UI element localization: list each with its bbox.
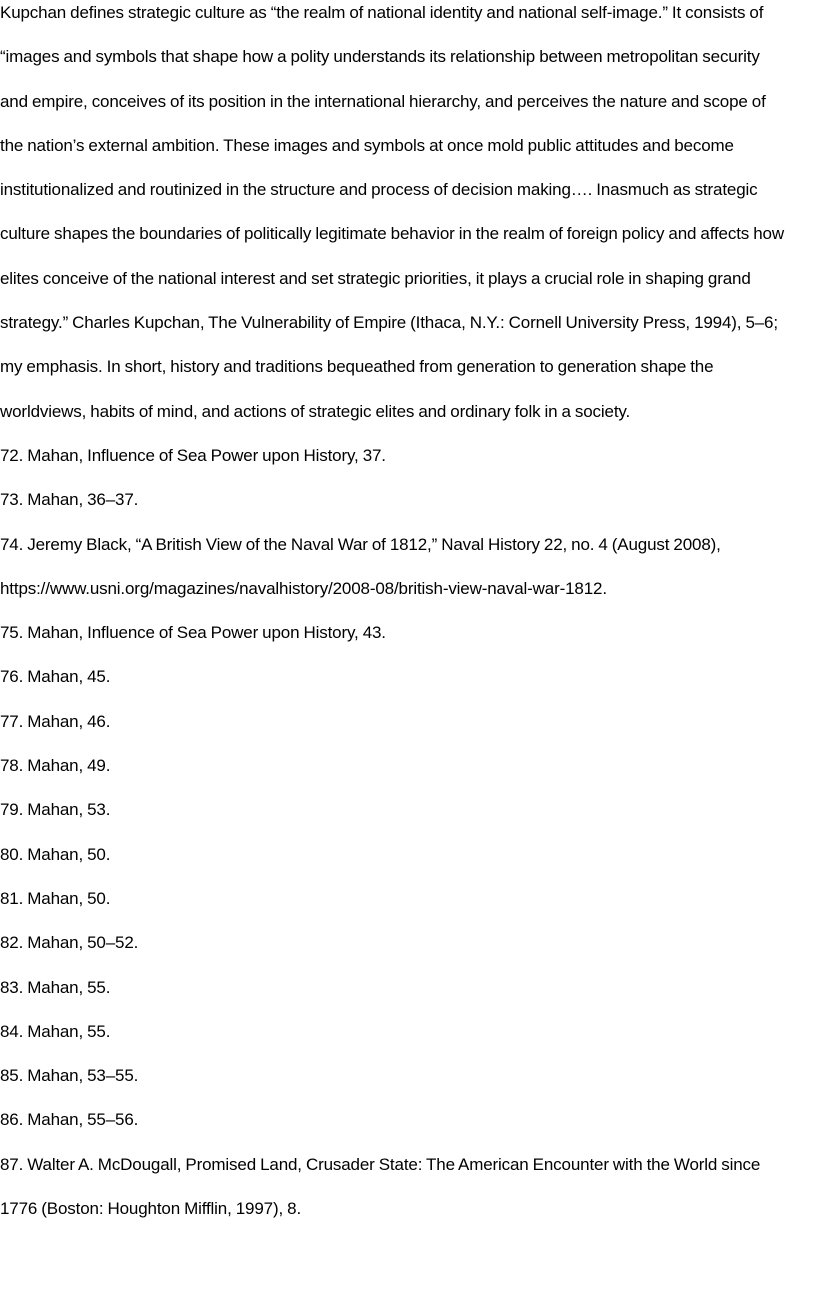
note-81: 81. Mahan, 50. [0, 888, 111, 908]
note-73: 73. Mahan, 36–37. [0, 490, 139, 510]
note-80: 80. Mahan, 50. [0, 844, 111, 864]
note-87: 87. Walter A. McDougall, Promised Land, Crusader State: The American Encounter with the World since 1776 (Boston: Houghton Mifflin, 1997), 8. [0, 1154, 761, 1219]
note-74: 74. Jeremy Black, “A British View of the Naval War of 1812,” Naval History 22, no. 4 (August 2008), https://www.usni.org/magazines/navalhistory/2008-08/british-view-naval-war-1812. [0, 534, 721, 598]
note-83: 83. Mahan, 55. [0, 977, 111, 997]
note-82: 82. Mahan, 50–52. [0, 933, 139, 953]
note-86: 86. Mahan, 55–56. [0, 1110, 139, 1130]
note-71-continuation: Kupchan defines strategic culture as “the realm of national identity and national self-image.” It consists of “images and symbols that shape how a polity understands its relationship between metropolitan security and empire, conceives of its position in the international hierarchy, and perceives the nature and scope of the nation’s external ambition. These images and symbols at once mold public attitudes and become institutionalized and routinized in the structure and process of decision making…. Inasmuch as strategic culture shapes the boundaries of politically legitimate behavior in the realm of foreign policy and affects how elites conceive of the national interest and set strategic priorities, it plays a crucial role in shaping grand strategy.” Charles Kupchan, The Vulnerability of Empire (Ithaca, N.Y.: Cornell University Press, 1994), 5–6; my emphasis. In short, history and traditions bequeathed from generation to generation shape the worldviews, habits of mind, and actions of strategic elites and ordinary folk in a society. [0, 3, 784, 421]
note-85: 85. Mahan, 53–55. [0, 1066, 139, 1086]
note-84: 84. Mahan, 55. [0, 1021, 111, 1041]
note-79: 79. Mahan, 53. [0, 800, 111, 820]
note-72: 72. Mahan, Influence of Sea Power upon History, 37. [0, 445, 386, 465]
note-75: 75. Mahan, Influence of Sea Power upon History, 43. [0, 623, 386, 643]
note-76: 76. Mahan, 45. [0, 667, 111, 687]
note-77: 77. Mahan, 46. [0, 711, 111, 731]
note-78: 78. Mahan, 49. [0, 756, 111, 776]
